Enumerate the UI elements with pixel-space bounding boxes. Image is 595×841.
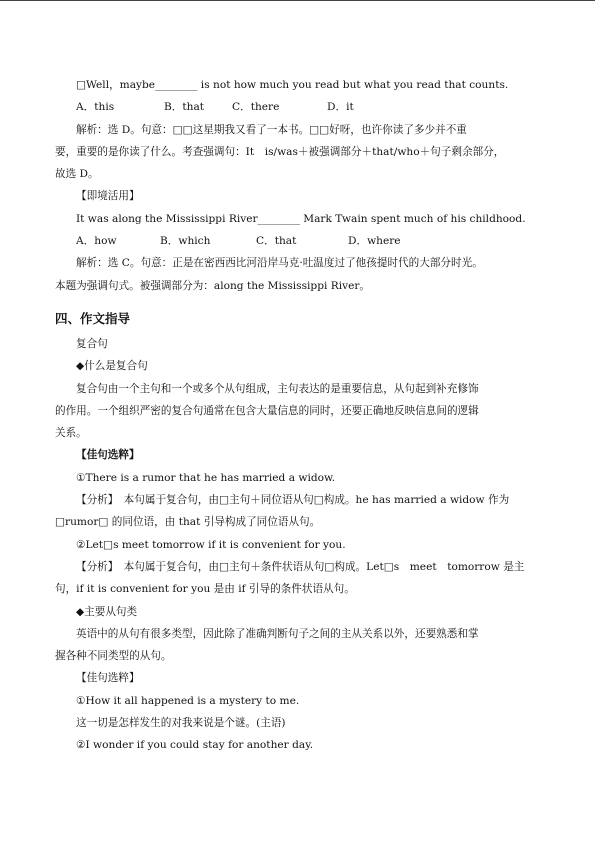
bullet-heading: ◆主要从句类 <box>76 605 138 618</box>
q2-options <box>55 230 540 252</box>
header-rule <box>0 0 595 1</box>
best-sentences-heading: 【佳句选粹】 <box>76 672 140 685</box>
example-sentence: ②Let□s meet tomorrow if it is convenient for you. <box>76 538 346 551</box>
q2-analysis-line: 本题为强调句式。被强调部分为：along the Mississippi River。 <box>55 279 371 292</box>
q2-option-c: C．that <box>256 235 297 248</box>
types-line: 英语中的从句有很多类型，因此除了准确判断句子之间的主从关系以外，还要熟悉和掌 <box>76 627 479 640</box>
q1-analysis-line: 故选 D。 <box>55 168 99 181</box>
intro-line: 的作用。一个组织严密的复合句通常在包含大量信息的同时，还要正确地反映信息间的逻辑 <box>55 404 479 417</box>
q2-option-b: B．which <box>160 235 211 248</box>
best-sentences-heading: 【佳句选粹】 <box>76 449 140 462</box>
types-line: 握各种不同类型的从句。 <box>55 650 172 663</box>
q1-analysis-line: 要，重要的是你读了什么。考查强调句：It is/was＋被强调部分＋that/who＋句子剩余部分， <box>55 145 505 158</box>
q1-stem: □Well，maybe________ is not how much you read but what you read that counts. <box>76 79 509 91</box>
intro-line: 复合句由一个主句和一个或多个从句组成，主句表达的是重要信息，从句起到补充修饰 <box>76 382 479 395</box>
example-analysis-line: 句，if it is convenient for you 是由 if 引导的条件状语从句。 <box>55 583 355 596</box>
q1-option-c: C．there <box>232 101 280 114</box>
q1-analysis-line: 解析：选 D。句意：□□这星期我又看了一本书。□□好呀，也许你读了多少并不重 <box>76 123 467 136</box>
example-analysis-line: 【分析】 本句属于复合句，由□主句＋同位语从句□构成。he has married a widow 作为 <box>76 494 510 507</box>
q1-option-b: B．that <box>164 101 205 114</box>
q1-option-d: D．it <box>327 101 354 114</box>
document-page <box>55 74 540 757</box>
example-translation: 这一切是怎样发生的对我来说是个谜。(主语) <box>76 717 286 730</box>
example-analysis-line: □rumor□ 的同位语，由 that 引导构成了同位语从句。 <box>55 516 321 529</box>
q1-options <box>55 96 540 118</box>
q1-option-a: A．this <box>76 101 115 114</box>
q2-analysis-line: 解析：选 C。句意：正是在密西西比河沿岸马克·吐温度过了他孩提时代的大部分时光。 <box>76 257 483 270</box>
section-subtitle: 复合句 <box>76 337 108 350</box>
section-title: 四、作文指导 <box>55 310 131 326</box>
intro-line: 关系。 <box>55 427 87 440</box>
example-sentence: ①There is a rumor that he has married a widow. <box>76 471 336 484</box>
q2-option-a: A．how <box>76 235 117 248</box>
example-analysis-line: 【分析】 本句属于复合句，由□主句＋条件状语从句□构成。Let□s meet tomorrow 是主 <box>76 560 525 573</box>
q2-heading: 【即境活用】 <box>76 190 140 203</box>
q2-stem: It was along the Mississippi River________ Mark Twain spent much of his childhood. <box>76 212 526 225</box>
bullet-heading: ◆什么是复合句 <box>76 360 148 373</box>
q2-option-d: D．where <box>348 235 401 248</box>
example-sentence: ①How it all happened is a mystery to me. <box>76 694 300 707</box>
example-sentence: ②I wonder if you could stay for another day. <box>76 739 314 752</box>
